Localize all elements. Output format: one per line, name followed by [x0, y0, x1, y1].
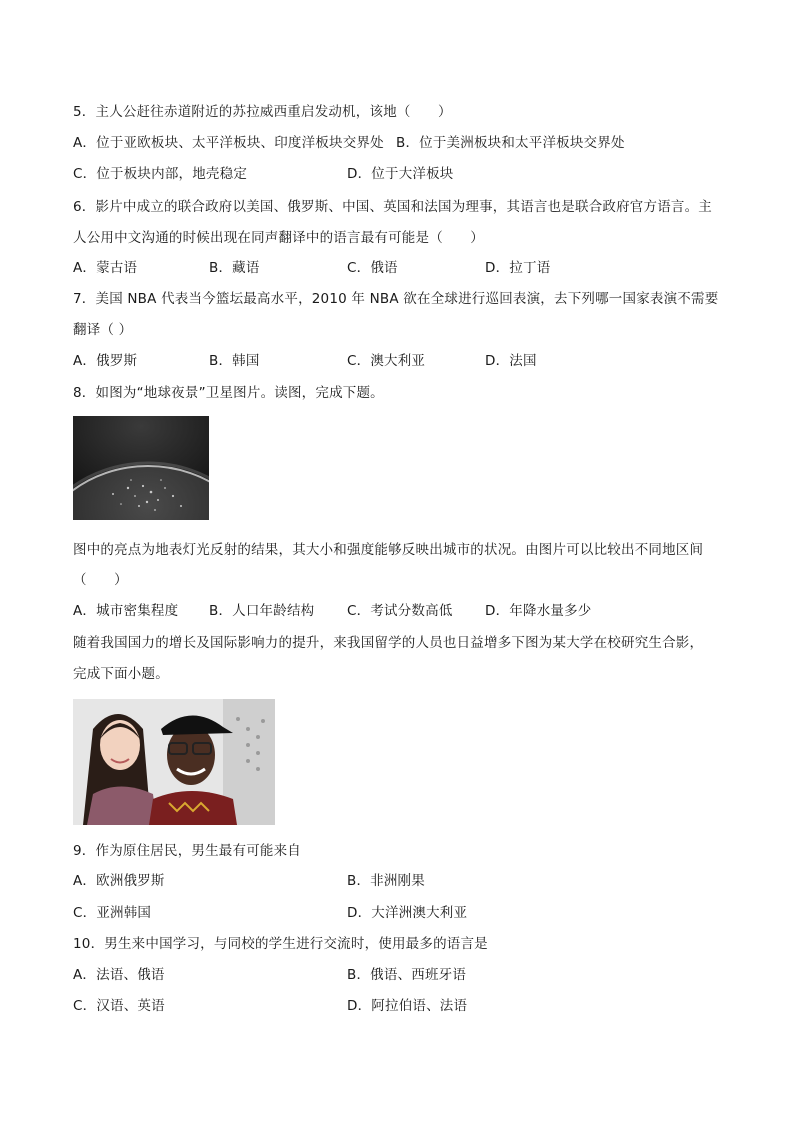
- q6-stem-line1: 6．影片中成立的联合政府以美国、俄罗斯、中国、英国和法国为理事，其语言也是联合政府官方语言。主: [73, 199, 712, 215]
- q7-option-b: B．韩国: [209, 353, 260, 369]
- q8-option-c: C．考试分数高低: [347, 603, 453, 619]
- q9-option-b: B．非洲刚果: [347, 873, 425, 889]
- students-photo-illustration: [73, 699, 275, 825]
- earth-night-illustration: [73, 416, 209, 520]
- q6-stem-line2: 人公用中文沟通的时候出现在同声翻译中的语言最有可能是（ ）: [73, 230, 484, 246]
- q6-option-a: A．蒙古语: [73, 260, 138, 276]
- q7-stem-line2: 翻译（ ）: [73, 322, 133, 338]
- q6-option-d: D．拉丁语: [485, 260, 551, 276]
- q9-option-a: A．欧洲俄罗斯: [73, 873, 165, 889]
- q6-option-c: C．俄语: [347, 260, 398, 276]
- q9-option-c: C．亚洲韩国: [73, 905, 152, 921]
- q6-option-b: B．藏语: [209, 260, 260, 276]
- q10-stem: 10．男生来中国学习，与同校的学生进行交流时，使用最多的语言是: [73, 936, 488, 952]
- q10-option-a: A．法语、俄语: [73, 967, 165, 983]
- q10-option-d: D．阿拉伯语、法语: [347, 998, 468, 1014]
- q8-body-line2: （ ）: [73, 572, 128, 588]
- q9-stem: 9．作为原住居民，男生最有可能来自: [73, 843, 301, 859]
- q10-option-b: B．俄语、西班牙语: [347, 967, 467, 983]
- q8-option-a: A．城市密集程度: [73, 603, 179, 619]
- q5-stem: 5．主人公赶往赤道附近的苏拉威西重启发动机，该地（ ）: [73, 104, 452, 120]
- q8-option-d: D．年降水量多少: [485, 603, 592, 619]
- q5-option-c: C．位于板块内部，地壳稳定: [73, 166, 248, 182]
- q8-option-b: B．人口年龄结构: [209, 603, 315, 619]
- q5-option-a: A．位于亚欧板块、太平洋板块、印度洋板块交界处: [73, 135, 384, 151]
- q5-option-d: D．位于大洋板块: [347, 166, 454, 182]
- q9-option-d: D．大洋洲澳大利亚: [347, 905, 468, 921]
- q7-option-d: D．法国: [485, 353, 537, 369]
- intro-line1: 随着我国国力的增长及国际影响力的提升，来我国留学的人员也日益增多下图为某大学在校研究生合影，: [73, 635, 704, 651]
- earth-night-satellite-image: [73, 416, 209, 520]
- q5-option-b: B．位于美洲板块和太平洋板块交界处: [396, 135, 625, 151]
- q10-option-c: C．汉语、英语: [73, 998, 165, 1014]
- q7-stem-line1: 7．美国 NBA 代表当今篮坛最高水平，2010 年 NBA 欲在全球进行巡回表演，去下列哪一国家表演不需要: [73, 291, 719, 307]
- q8-body-line1: 图中的亮点为地表灯光反射的结果，其大小和强度能够反映出城市的状况。由图片可以比较出不同地区间: [73, 542, 704, 558]
- q8-stem: 8．如图为“地球夜景”卫星图片。读图，完成下题。: [73, 385, 384, 401]
- q7-option-a: A．俄罗斯: [73, 353, 138, 369]
- q7-option-c: C．澳大利亚: [347, 353, 426, 369]
- intro-line2: 完成下面小题。: [73, 666, 169, 682]
- students-group-photo: [73, 699, 275, 825]
